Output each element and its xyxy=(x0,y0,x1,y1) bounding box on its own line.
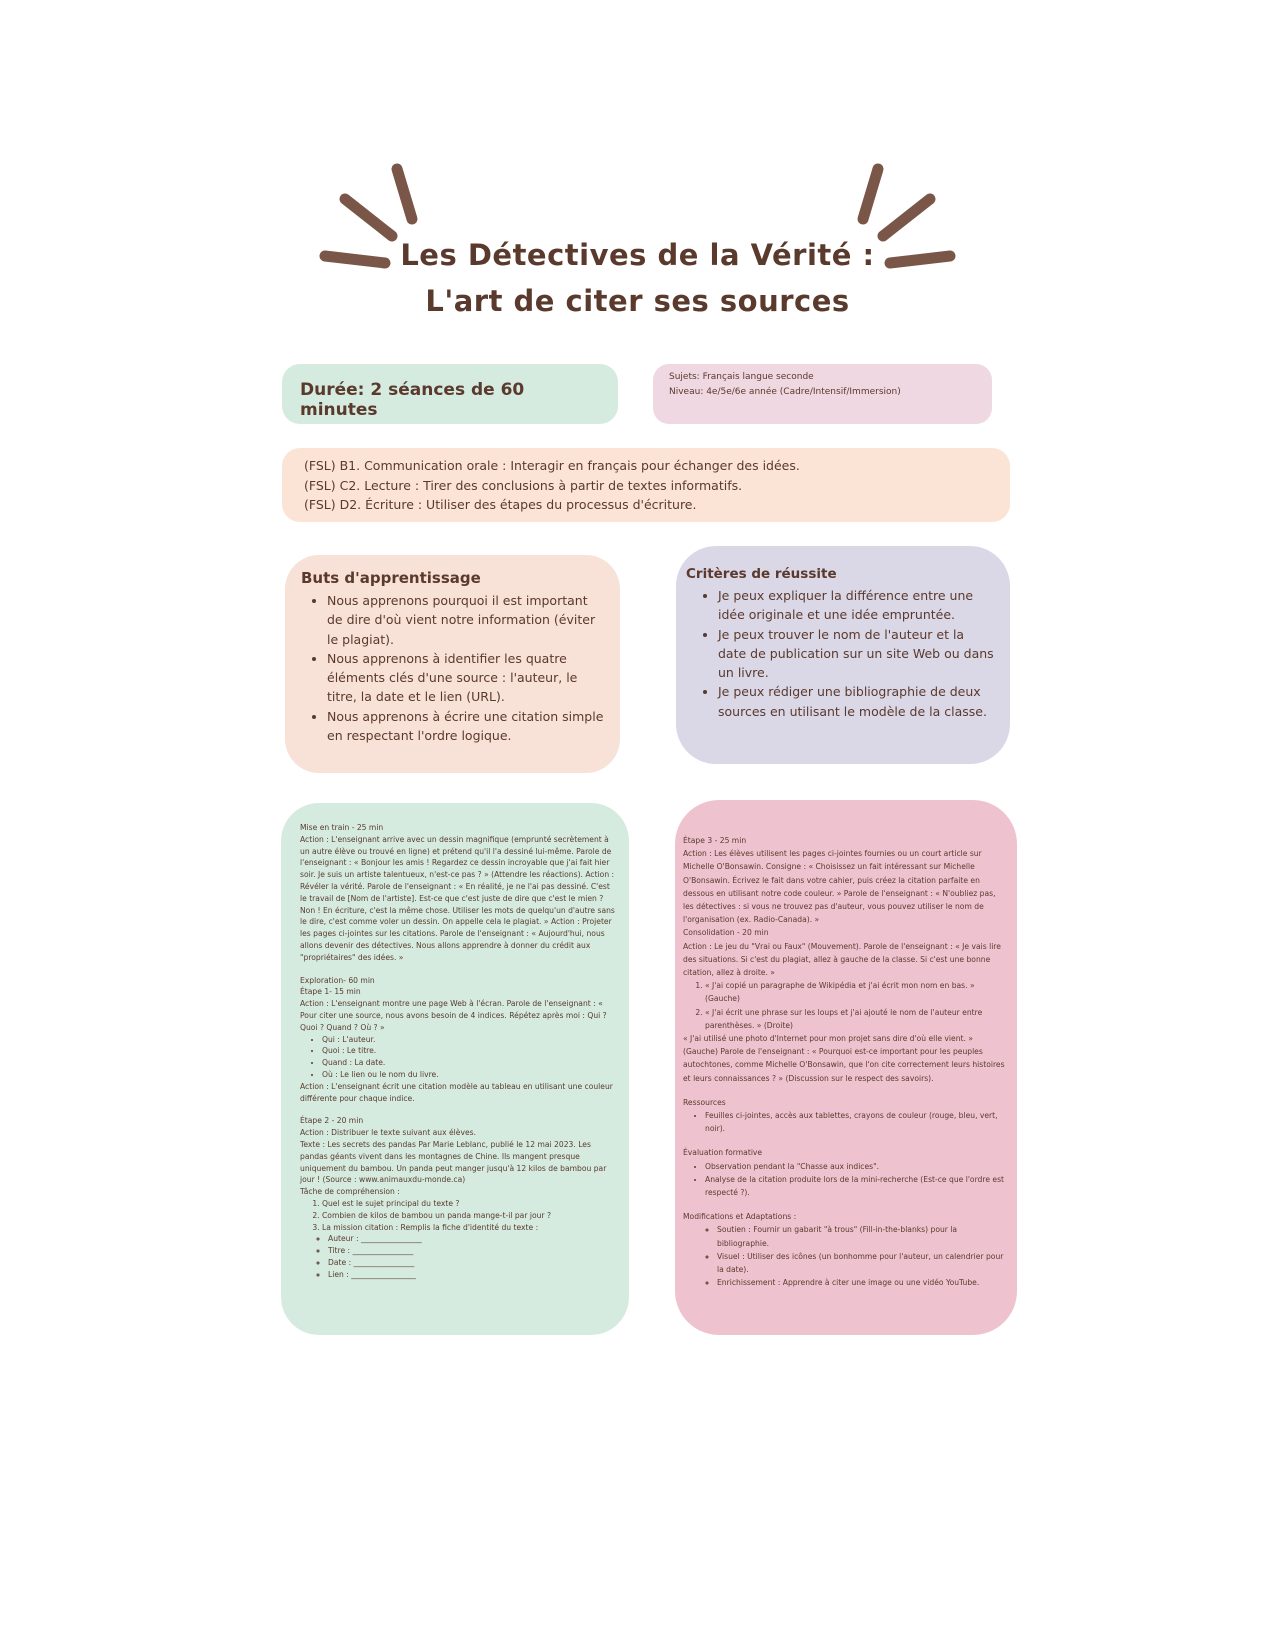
list-item: ◦ Auteur : ________________ xyxy=(328,1233,615,1245)
list-item: 1. Quel est le sujet principal du texte ? xyxy=(322,1198,615,1210)
list-item: • Je peux rédiger une bibliographie de deux sources en utilisant le modèle de la classe. xyxy=(718,682,994,721)
list-item: 2. « J'ai écrit une phrase sur les loups et j'ai ajouté le nom de l'auteur entre parenthèses. » (Droite) xyxy=(705,1006,1007,1032)
list-item: 2. Combien de kilos de bambou un panda mange-t-il par jour ? xyxy=(322,1210,615,1222)
modifs-list xyxy=(683,1223,1007,1289)
criteres-heading: Critères de réussite xyxy=(686,566,837,582)
list-item: • Observation pendant la "Chasse aux indices". xyxy=(705,1160,1007,1173)
criteres-reussite-box xyxy=(676,546,1010,764)
modifs-title: Modifications et Adaptations : xyxy=(683,1212,797,1222)
etape2-text: Texte : Les secrets des pandas Par Marie Leblanc, publié le 12 mai 2023. Les pandas géants vivent dans les montagnes de Chine. Ils mangent presque uniquement du bambou. Un panda peut manger jusqu'à 12 kilos de bambou par jour ! (Source : www.animauxdu-monde.ca) xyxy=(300,1139,607,1185)
list-item: • Je peux expliquer la différence entre une idée originale et une idée empruntée. xyxy=(718,586,994,625)
list-item: • Je peux trouver le nom de l'auteur et la date de publication sur un site Web ou dans un livre. xyxy=(718,625,994,683)
list-item: ◦ Titre : ________________ xyxy=(328,1245,615,1257)
mise-text: Action : L'enseignant arrive avec un dessin magnifique (emprunté secrètement à un autre élève ou trouvé en ligne) et prétend qu'il l'a dessiné lui-même. Parole de l'enseignant : « Bonjour les amis ! Regardez ce dessin incroyable que j'ai fait hier soir. Je suis un artiste talentueux, n'est-ce pas ? » (Attendre les réactions). Action : Révéler la vérité. Parole de l'enseignant : « En réalité, je ne l'ai pas dessiné. C'est le travail de [Nom de l'artiste]. Est-ce que c'est juste de dire que c'est le mien ? Non ! En écriture, c'est la même chose. Utiliser les mots de quelqu'un d'autre sans le dire, c'est comme voler un dessin. On appelle cela le plagiat. » Action : Projeter les pages ci-jointes sur les citations. Parole de l'enseignant : « Aujourd'hui, nous allons devenir des détectives. Nous allons apprendre à donner du crédit aux "propriétaires" des idées. » xyxy=(300,834,615,962)
ressources-title: Ressources xyxy=(683,1097,726,1107)
deroulement-box xyxy=(281,803,629,1335)
list-item: • Nous apprenons à écrire une citation simple en respectant l'ordre logique. xyxy=(327,707,606,746)
list-item: ◦ Soutien : Fournir un gabarit "à trous" (Fill-in-the-blanks) pour la bibliographie. xyxy=(717,1223,1007,1249)
list-item: • Analyse de la citation produite lors de la mini-recherche (Est-ce que l'ordre est respecté ?). xyxy=(705,1173,1007,1199)
etape3-text: Action : Les élèves utilisent les pages ci-jointes fournies ou un court article sur Michelle O'Bonsawin. Consigne : « Choisissez un fait intéressant sur Michelle O'Bonsawin. Écrivez le fait dans votre cahier, puis créez la citation parfaite en dessous en utilisant notre code couleur. » Parole de l'enseignant : « N'oubliez pas, les détectives : si vous ne trouvez pas d'auteur, vous pouvez utiliser le nom de l'organisation (ex. Radio-Canada). » xyxy=(683,849,996,925)
list-item: • Feuilles ci-jointes, accès aux tablettes, crayons de couleur (rouge, bleu, vert, noir). xyxy=(705,1109,1007,1135)
etape2-l1: Action : Distribuer le texte suivant aux élèves. xyxy=(300,1128,476,1138)
list-item: • Qui : L'auteur. xyxy=(322,1034,615,1046)
evaluation-list xyxy=(683,1160,1007,1200)
suite-box xyxy=(675,800,1017,1335)
list-item: 3. La mission citation : Remplis la fiche d'identité du texte : xyxy=(322,1222,615,1234)
mise-title: Mise en train - 25 min xyxy=(300,823,384,832)
sujets-box xyxy=(653,364,992,424)
etape1-title: Étape 1- 15 min xyxy=(300,987,361,997)
ressources-list xyxy=(683,1109,1007,1135)
duree-box: Durée: 2 séances de 60 minutes xyxy=(282,364,618,424)
list-item: • Quoi : Le titre. xyxy=(322,1045,615,1057)
etape2-title: Étape 2 - 20 min xyxy=(300,1116,364,1126)
tache-title: Tâche de compréhension : xyxy=(300,1187,400,1197)
page-title-line1: Les Détectives de la Vérité : xyxy=(400,238,875,272)
attente-item: (FSL) C2. Lecture : Tirer des conclusions à partir de textes informatifs. xyxy=(304,477,743,493)
etape1-after: Action : L'enseignant écrit une citation modèle au tableau en utilisant une couleur différente pour chaque indice. xyxy=(300,1081,613,1103)
attente-item: (FSL) B1. Communication orale : Interagir en français pour échanger des idées. xyxy=(304,458,800,473)
buts-list xyxy=(301,591,606,745)
list-item: ◦ Date : ________________ xyxy=(328,1257,615,1269)
niveau-text: Niveau: 4e/5e/6e année (Cadre/Intensif/Immersion) xyxy=(669,387,901,397)
list-item: • Nous apprenons à identifier les quatre éléments clés d'une source : l'auteur, le titre, la date et le lien (URL). xyxy=(327,649,606,707)
consolidation-after: « J'ai utilisé une photo d'Internet pour mon projet sans dire d'où elle vient. » (Gauche) Parole de l'enseignant : « Pourquoi est-ce important pour les peuples autochtones, comme Michelle O'Bonsawin, que l'on cite correctement leurs histoires et leurs connaissances ? » (Discussion sur le respect des savoirs). xyxy=(683,1034,1005,1083)
consolidation-title: Consolidation - 20 min xyxy=(683,928,769,938)
etape3-title: Étape 3 - 25 min xyxy=(683,836,747,845)
consolidation-text: Action : Le jeu du "Vrai ou Faux" (Mouvement). Parole de l'enseignant : « Je vais lire des situations. Si c'est du plagiat, allez à gauche de la classe. Si c'est une bonne citation, allez à droite. » xyxy=(683,941,1001,978)
list-item: ◦ Visuel : Utiliser des icônes (un bonhomme pour l'auteur, un calendrier pour la date). xyxy=(717,1250,1007,1276)
tache-list xyxy=(300,1198,615,1233)
buts-apprentissage-box xyxy=(285,555,620,773)
attentes-box xyxy=(282,448,1010,522)
sujets-text: Sujets: Français langue seconde xyxy=(669,372,814,382)
etape1-text: Action : L'enseignant montre une page Web à l'écran. Parole de l'enseignant : « Pour citer une source, nous avons besoin de 4 indices. Répétez après moi : Qui ? Quoi ? Quand ? Où ? » xyxy=(300,999,607,1032)
buts-heading: Buts d'apprentissage xyxy=(301,569,481,587)
list-item: • Quand : La date. xyxy=(322,1057,615,1069)
criteres-list xyxy=(686,586,994,721)
indices-list xyxy=(300,1034,615,1081)
list-item: • Où : Le lien ou le nom du livre. xyxy=(322,1069,615,1081)
page-title-line2: L'art de citer ses sources xyxy=(425,284,850,318)
fiche-list xyxy=(300,1233,615,1280)
consolidation-list xyxy=(683,979,1007,1032)
list-item: ◦ Lien : _________________ xyxy=(328,1269,615,1281)
list-item: • Nous apprenons pourquoi il est important de dire d'où vient notre information (éviter le plagiat). xyxy=(327,591,606,649)
list-item: 1. « J'ai copié un paragraphe de Wikipédia et j'ai écrit mon nom en bas. » (Gauche) xyxy=(705,979,1007,1005)
evaluation-title: Évaluation formative xyxy=(683,1148,763,1158)
attente-item: (FSL) D2. Écriture : Utiliser des étapes du processus d'écriture. xyxy=(304,497,697,512)
list-item: ◦ Enrichissement : Apprendre à citer une image ou une vidéo YouTube. xyxy=(717,1276,1007,1289)
exploration-title: Exploration- 60 min xyxy=(300,975,375,985)
